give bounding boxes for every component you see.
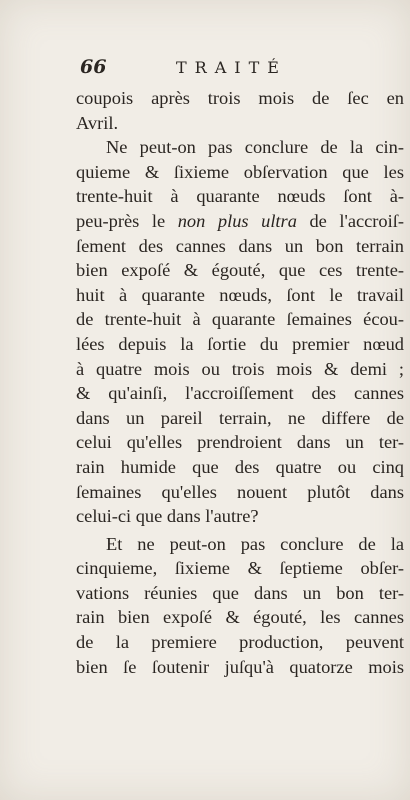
text-line: de trente-huit à quarante ſemaines écou- bbox=[76, 309, 404, 330]
text-line: celui qu'elles prendroient dans un ter- bbox=[76, 432, 404, 453]
text-line: trente-huit à quarante nœuds ſont à- bbox=[76, 186, 404, 207]
text-line bbox=[76, 209, 404, 234]
text-line: rain humide que des quatre ou cinq bbox=[76, 456, 404, 477]
page-header bbox=[80, 56, 392, 78]
text-run: peu-près le bbox=[76, 210, 178, 231]
text-line: coupois après trois mois de ſec en bbox=[76, 88, 404, 108]
italic-phrase: non plus ultra bbox=[177, 210, 297, 231]
text-line: lées depuis la ſortie du premier nœud bbox=[76, 333, 404, 354]
text-line: dans un pareil terrain, ne differe de bbox=[76, 407, 404, 428]
text-line: bien ſe ſoutenir juſqu'à quatorze mois bbox=[76, 656, 404, 677]
running-head: TRAITÉ bbox=[176, 58, 287, 77]
body-text bbox=[76, 86, 404, 679]
text-line: & qu'ainſi, l'accroiſſement des cannes bbox=[76, 383, 404, 404]
text-line: ſemaines qu'elles nouent plutôt dans bbox=[76, 481, 404, 502]
text-line: de la premiere production, peuvent bbox=[76, 632, 404, 653]
text-line: Ne peut-on pas conclure de la cin- bbox=[106, 137, 404, 158]
text-line: rain bien expoſé & égouté, les cannes bbox=[76, 607, 404, 628]
text-line: bien expoſé & égouté, que ces trente- bbox=[76, 260, 404, 281]
text-line: celui-ci que dans l'autre? bbox=[76, 506, 259, 527]
text-line: à quatre mois ou trois mois & demi ; bbox=[76, 358, 404, 379]
page-number: 66 bbox=[80, 56, 107, 78]
text-line: huit à quarante nœuds, ſont le travail bbox=[76, 284, 404, 305]
text-line: vations réunies que dans un bon ter- bbox=[76, 582, 404, 603]
text-line: ſement des cannes dans un bon terrain bbox=[76, 235, 404, 256]
text-line: Avril. bbox=[76, 112, 119, 133]
text-line: quieme & ſixieme obſervation que les bbox=[76, 161, 404, 182]
text-run: de l'accroiſ- bbox=[296, 210, 404, 231]
text-line: cinquieme, ſixieme & ſeptieme obſer- bbox=[76, 558, 404, 579]
text-line: Et ne peut-on pas conclure de la bbox=[106, 533, 404, 554]
